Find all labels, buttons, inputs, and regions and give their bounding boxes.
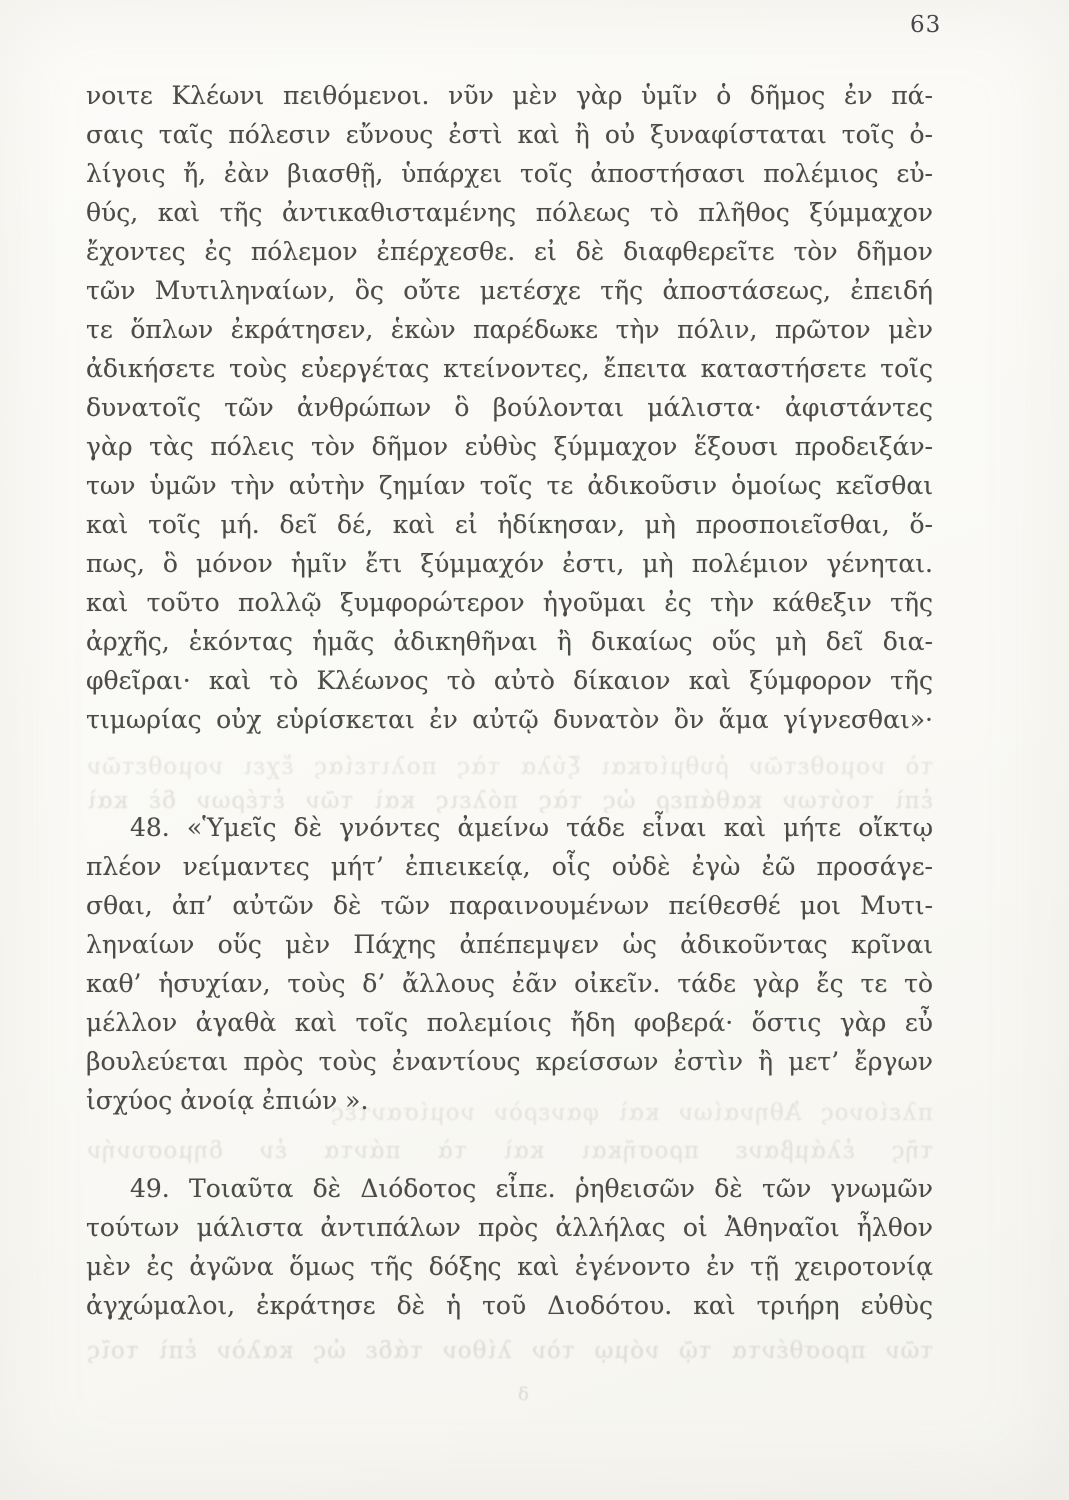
text-line: θύς, καὶ τῆς ἀντικαθισταμένης πόλεως τὸ πλῆθος ξύμμαχον [86,198,933,227]
text-line: μέλλον ἀγαθὰ καὶ τοῖς πολεμίοις ἤδη φοβερά· ὅστις γὰρ εὖ [86,1008,933,1037]
text-line: πως, ὃ μόνον ἡμῖν ἔτι ξύμμαχόν ἐστι, μὴ πολέμιον γένηται. [86,549,933,578]
paragraph-49 [86,1169,933,1325]
bleed-through-line: τὸ νομοθετῶν ῥυθμίσκαι ξύλα τὰς πολιτείας ἔχει νομοθετῶν [86,754,933,780]
text-line: τούτων μάλιστα ἀντιπάλων πρὸς ἀλλήλας οἱ Ἀθηναῖοι ἦλθον [86,1213,933,1242]
text-line: νοιτε Κλέωνι πειθόμενοι. νῦν μὲν γὰρ ὑμῖν ὁ δῆμος ἐν πά- [86,81,933,110]
text-line: γὰρ τὰς πόλεις τὸν δῆμον εὐθὺς ξύμμαχον ἕξουσι προδειξάν- [86,432,933,461]
text-line: καὶ τοῦτο πολλῷ ξυμφορώτερον ἡγοῦμαι ἐς τὴν κάθεξιν τῆς [86,588,933,617]
text-line: φθεῖραι· καὶ τὸ Κλέωνος τὸ αὐτὸ δίκαιον καὶ ξύμφορον τῆς [86,666,933,695]
text-line: τιμωρίας οὐχ εὑρίσκεται ἐν αὐτῷ δυνατὸν ὂν ἅμα γίγνεσθαι»· [86,705,933,734]
text-line: 49. Τοιαῦτα δὲ Διόδοτος εἶπε. ῥηθεισῶν δὲ τῶν γνωμῶν [130,1174,933,1203]
paragraph-47-continuation [86,76,933,739]
text-line: ληναίων οὕς μὲν Πάχης ἀπέπεμψεν ὡς ἀδικοῦντας κρῖναι [86,930,933,959]
text-line: τε ὅπλων ἐκράτησεν, ἑκὼν παρέδωκε τὴν πόλιν, πρῶτον μὲν [86,315,933,344]
bleed-through-line: πλείονος Ἀθηναίων καὶ φανερὸν νομίσαντες [330,1100,933,1126]
paragraph-48 [86,808,933,1120]
text-line: τῶν Μυτιληναίων, ὃς οὔτε μετέσχε τῆς ἀποστάσεως, ἐπειδή [86,276,933,305]
ink-speck: δ [518,1384,529,1405]
text-line: μὲν ἐς ἀγῶνα ὅμως τῆς δόξης καὶ ἐγένοντο ἐν τῇ χειροτονίᾳ [86,1252,933,1281]
text-line: πλέον νείμαντες μήτ’ ἐπιεικείᾳ, οἷς οὐδὲ ἐγὼ ἐῶ προσάγε- [86,852,933,881]
text-line: καθ’ ἡσυχίαν, τοὺς δ’ ἄλλους ἐᾶν οἰκεῖν. τάδε γὰρ ἔς τε τὸ [86,969,933,998]
text-line: ἰσχύος ἀνοίᾳ ἐπιών ». [86,1086,369,1115]
text-line: των ὑμῶν τὴν αὐτὴν ζημίαν τοῖς τε ἀδικοῦσιν ὁμοίως κεῖσθαι [86,471,933,500]
text-line: δυνατοῖς τῶν ἀνθρώπων ὃ βούλονται μάλιστα· ἀφιστάντες [86,393,933,422]
text-line: σαις ταῖς πόλεσιν εὔνους ἐστὶ καὶ ἢ οὐ ξυναφίσταται τοῖς ὀ- [86,120,933,149]
text-line: ἀδικήσετε τοὺς εὐεργέτας κτείνοντες, ἔπειτα καταστήσετε τοῖς [86,354,933,383]
bleed-through-line: τῶν προσθέντα τῷ νόμῳ τὸν λίθον τάδε ὡς καλὸν ἐπὶ τοῖς [86,1338,933,1364]
bleed-through-line: ἐπὶ τούτων καθάπερ ὡς τὰς πόλεις καὶ τῶν ἑτέρων δὲ καὶ [86,788,933,814]
text-line: 48. «Ὑμεῖς δὲ γνόντες ἀμείνω τάδε εἶναι καὶ μήτε οἴκτῳ [130,813,933,842]
text-line: σθαι, ἀπ’ αὐτῶν δὲ τῶν παραινουμένων πείθεσθέ μοι Μυτι- [86,891,933,920]
text-line: ἀρχῆς, ἑκόντας ἡμᾶς ἀδικηθῆναι ἢ δικαίως οὕς μὴ δεῖ δια- [86,627,933,656]
text-line: ἀγχώμαλοι, ἐκράτησε δὲ ἡ τοῦ Διοδότου. καὶ τριήρη εὐθὺς [86,1291,933,1320]
text-line: ἔχοντες ἐς πόλεμον ἐπέρχεσθε. εἰ δὲ διαφθερεῖτε τὸν δῆμον [86,237,933,266]
bleed-through-line: τῆς ἐλάμβανε προσῆκαι καὶ τὰ πάντα ἐν δημοσυνήν [86,1138,933,1164]
text-line: λίγοις ἤ, ἐὰν βιασθῇ, ὑπάρχει τοῖς ἀποστήσασι πολέμιος εὐ- [86,159,933,188]
main-text-block [86,76,933,1325]
text-line: βουλεύεται πρὸς τοὺς ἐναντίους κρείσσων ἐστὶν ἢ μετ’ ἔργων [86,1047,933,1076]
text-line: καὶ τοῖς μή. δεῖ δέ, καὶ εἰ ἠδίκησαν, μὴ προσποιεῖσθαι, ὅ- [86,510,933,539]
page-number: 63 [910,12,942,38]
